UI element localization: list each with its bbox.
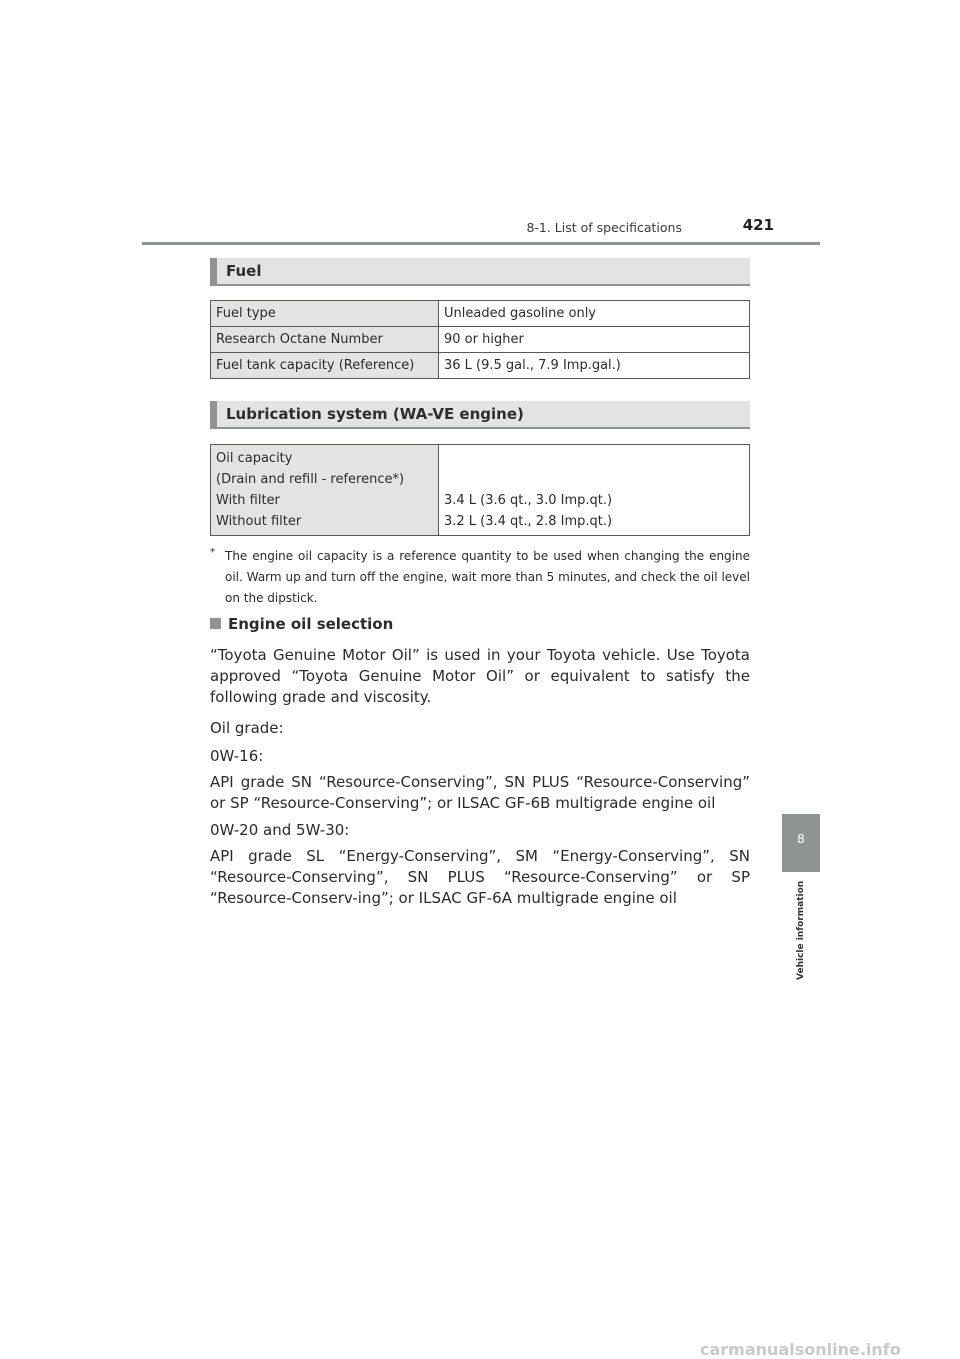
grade-2-name: 0W-20 and 5W-30:	[210, 821, 350, 839]
table-row	[211, 353, 750, 379]
section-accent-bar	[210, 401, 217, 427]
table-row	[211, 301, 750, 327]
footnote-text: The engine oil capacity is a reference quantity to be used when changing the engine oil. Warm up and turn off the engine, wait more than 5 minutes, and check the oil level on the dipstick.	[225, 549, 750, 605]
footnote	[210, 546, 750, 609]
fuel-section-header	[210, 258, 750, 286]
square-bullet-icon	[210, 618, 221, 629]
with-filter-label: With filter	[216, 493, 280, 508]
spec-value: 90 or higher	[439, 327, 750, 353]
section-accent-bar	[210, 258, 217, 284]
table-row	[211, 445, 750, 536]
spec-label: Research Octane Number	[211, 327, 439, 353]
spec-value: Unleaded gasoline only	[439, 301, 750, 327]
grade-2-text: API grade SL “Energy-Conserving”, SM “Energy-Conserving”, SN “Resource-Conserving”, SN PLUS “Resource-Conserving” or SP “Resource-Conserv-ing”; or ILSAC GF-6A multigrade engine oil	[210, 847, 750, 907]
spec-label: Fuel type	[211, 301, 439, 327]
grade-1-name: 0W-16:	[210, 747, 264, 765]
header-divider	[142, 242, 820, 245]
watermark: carmanualsonline.info	[700, 1340, 901, 1359]
lubrication-section-header	[210, 401, 750, 429]
lubrication-section-title: Lubrication system (WA-VE engine)	[226, 405, 524, 423]
spec-label: Fuel tank capacity (Reference)	[211, 353, 439, 379]
oil-capacity-labels	[211, 445, 439, 536]
engine-oil-heading-text: Engine oil selection	[228, 615, 394, 633]
engine-oil-intro: “Toyota Genuine Motor Oil” is used in your Toyota vehicle. Use Toyota approved “Toyota Genuine Motor Oil” or equivalent to satisfy the following grade and viscosity.	[210, 646, 750, 706]
oil-grade-label: Oil grade:	[210, 719, 284, 737]
with-filter-value: 3.4 L (3.6 qt., 3.0 Imp.qt.)	[444, 493, 613, 508]
chapter-tab[interactable]: 8	[782, 814, 820, 872]
oil-capacity-values	[439, 445, 750, 536]
spec-value: 36 L (9.5 gal., 7.9 Imp.gal.)	[439, 353, 750, 379]
section-title: 8-1. List of specifications	[526, 220, 682, 235]
without-filter-value: 3.2 L (3.4 qt., 2.8 Imp.qt.)	[444, 514, 613, 529]
oil-capacity-table	[210, 444, 750, 536]
grade-1-text: API grade SN “Resource-Conserving”, SN PLUS “Resource-Conserving” or SP “Resource-Conserving”; or ILSAC GF-6B multigrade engine oil	[210, 773, 750, 812]
table-row	[211, 327, 750, 353]
oil-capacity-label: Oil capacity	[216, 451, 293, 466]
oil-capacity-sublabel: (Drain and refill - reference*)	[216, 472, 405, 487]
fuel-section-title: Fuel	[226, 262, 262, 280]
without-filter-label: Without filter	[216, 514, 302, 529]
page-number: 421	[742, 216, 774, 234]
engine-oil-heading	[210, 615, 393, 633]
fuel-spec-table	[210, 300, 750, 379]
chapter-tab-label: Vehicle information	[796, 880, 806, 980]
footnote-mark: *	[210, 547, 215, 558]
